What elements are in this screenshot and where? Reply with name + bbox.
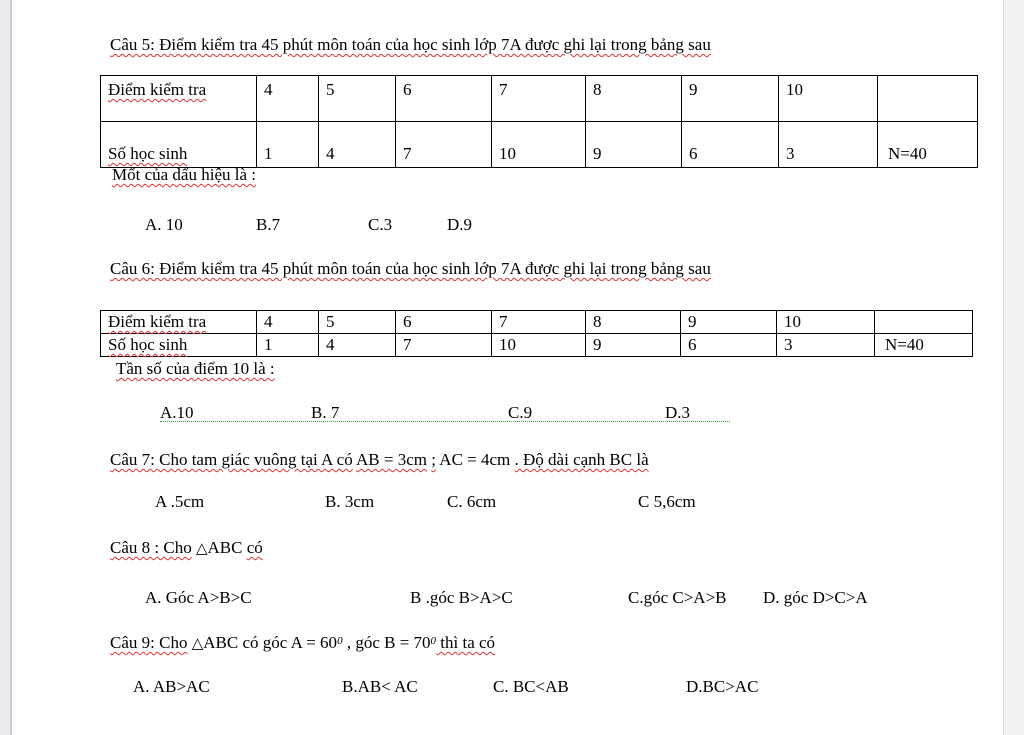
q8-title-prefix: Câu 8 : Cho (110, 538, 192, 557)
q8-title-suffix: có (246, 538, 263, 557)
table-cell: 10 (779, 76, 878, 122)
q8-option-b: B .góc B>A>C (410, 588, 513, 607)
table-cell: 4 (257, 76, 319, 122)
q9-angle-b: , góc B = 70 (342, 633, 431, 652)
triangle-icon: △ (191, 634, 204, 652)
q7-ab: AB = 3cm (356, 450, 427, 469)
q5-option-b: B.7 (256, 215, 281, 234)
q9-title (110, 633, 495, 653)
table-cell: 9 (586, 122, 682, 168)
q7-separator: ; (431, 450, 436, 469)
q6-title: Câu 6: Điểm kiểm tra 45 phút môn toán của học sinh lớp 7A được ghi lại trong bảng sau (110, 259, 711, 278)
table-cell: 9 (682, 76, 779, 122)
q8-triangle: ABC (207, 538, 243, 557)
table-row (101, 122, 978, 168)
q7-title-suffix: . Độ dài cạnh BC là (514, 450, 649, 469)
table-cell: 3 (779, 122, 878, 168)
table-cell-total: N=40 (878, 122, 978, 168)
table-cell: 9 (586, 334, 681, 357)
q6-option-b: B. 7 (311, 403, 340, 422)
q9-option-b: B.AB< AC (342, 677, 418, 696)
q5-option-d: D.9 (447, 215, 473, 234)
q8-option-a: A. Góc A>B>C (145, 588, 252, 607)
q7-option-b: B. 3cm (325, 492, 375, 511)
table-cell-total: N=40 (875, 334, 973, 357)
table-cell: 6 (396, 311, 492, 334)
window-frame-left (0, 0, 10, 735)
q7-option-d: C 5,6cm (638, 492, 696, 511)
table-cell: 8 (586, 311, 681, 334)
q8-option-c: C.góc C>A>B (628, 588, 727, 607)
q5-question: Mốt của dấu hiệu là : (112, 165, 256, 184)
table-cell: 10 (492, 334, 586, 357)
row-label-students: Số học sinh (101, 122, 257, 168)
table-cell: 7 (492, 311, 586, 334)
q6-question: Tần số của điểm 10 là : (116, 359, 275, 378)
q6-score-table (100, 310, 973, 357)
table-row (101, 334, 973, 357)
q5-option-c: C.3 (368, 215, 393, 234)
q9-degree-a: 0 (337, 635, 343, 647)
table-row (101, 311, 973, 334)
q6-option-d: D.3 (665, 403, 691, 422)
q7-title (110, 450, 649, 470)
table-cell-empty (878, 76, 978, 122)
q9-angle-a: có góc A = 60 (242, 633, 338, 652)
q9-triangle: ABC (203, 633, 239, 652)
table-cell: 5 (319, 76, 396, 122)
q8-title (110, 538, 263, 558)
q7-ac: AC = 4cm (439, 450, 511, 469)
row-label-students: Số học sinh (101, 334, 257, 357)
q9-option-d: D.BC>AC (686, 677, 759, 696)
row-label-score: Điểm kiểm tra (101, 311, 257, 334)
q6-option-a: A.10 (160, 403, 194, 422)
table-cell: 4 (257, 311, 319, 334)
table-cell: 6 (681, 334, 777, 357)
q9-title-suffix: thì ta có (436, 633, 496, 652)
q7-option-a: A .5cm (155, 492, 205, 511)
table-cell: 4 (319, 122, 396, 168)
table-cell: 6 (396, 76, 492, 122)
table-cell: 7 (396, 122, 492, 168)
table-cell: 8 (586, 76, 682, 122)
q6-options-underline (160, 421, 730, 422)
table-cell: 7 (492, 76, 586, 122)
q7-title-prefix: Câu 7: Cho tam giác vuông tại A có (110, 450, 353, 469)
q9-degree-b: 0 (430, 635, 437, 647)
q6-option-c: C.9 (508, 403, 533, 422)
table-cell: 3 (777, 334, 875, 357)
q7-option-c: C. 6cm (447, 492, 497, 511)
table-cell: 10 (492, 122, 586, 168)
q5-title: Câu 5: Điểm kiểm tra 45 phút môn toán của học sinh lớp 7A được ghi lại trong bảng sau (110, 35, 711, 54)
table-cell: 4 (319, 334, 396, 357)
table-cell: 10 (777, 311, 875, 334)
q9-option-a: A. AB>AC (133, 677, 210, 696)
table-cell-empty (875, 311, 973, 334)
table-row (101, 76, 978, 122)
table-cell: 1 (257, 122, 319, 168)
q8-option-d: D. góc D>C>A (763, 588, 868, 607)
q9-title-prefix: Câu 9: Cho (110, 633, 188, 652)
table-cell: 6 (682, 122, 779, 168)
table-cell: 9 (681, 311, 777, 334)
triangle-icon: △ (195, 539, 208, 557)
window-frame-right (1004, 0, 1024, 735)
row-label-score: Điểm kiểm tra (101, 76, 257, 122)
table-cell: 7 (396, 334, 492, 357)
table-cell: 5 (319, 311, 396, 334)
table-cell: 1 (257, 334, 319, 357)
q5-option-a: A. 10 (145, 215, 183, 234)
q5-score-table (100, 75, 978, 168)
window-frame-left-edge (10, 0, 12, 735)
q9-option-c: C. BC<AB (493, 677, 569, 696)
